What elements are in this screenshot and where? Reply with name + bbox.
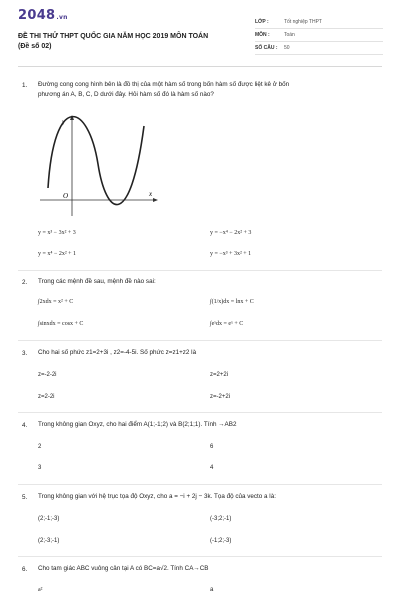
exam-title-line1: ĐỀ THI THỬ THPT QUỐC GIA NĂM HỌC 2019 MÔN TOÁN	[18, 33, 209, 40]
logo-main: 2048	[18, 8, 56, 23]
question-number: 6.	[22, 566, 28, 573]
option-a[interactable]: (2;-1;-3)	[38, 516, 60, 522]
question-separator	[18, 484, 382, 485]
option-d[interactable]: z=-2+2i	[210, 394, 231, 400]
question-text: Trong không gian Oxyz, cho hai điểm A(1;-1;2) và B(2;1;1). Tính →AB2	[38, 421, 237, 428]
question-number: 2.	[22, 279, 28, 286]
option-b[interactable]: a	[210, 587, 214, 593]
question-number: 4.	[22, 422, 28, 429]
header-divider	[18, 66, 382, 67]
site-logo[interactable]	[18, 8, 68, 23]
meta-value: Toán	[284, 32, 295, 38]
option-b[interactable]: ∫(1/x)dx = lnx + C	[210, 299, 254, 305]
x-axis-arrow	[153, 198, 158, 202]
question-text: Trong không gian với hệ trục tọa độ Oxyz, cho a = −i + 2j − 3k. Tọa độ của vecto a là:	[38, 493, 276, 500]
origin-label: O	[63, 192, 69, 200]
option-b[interactable]: (-3;2;-1)	[210, 516, 232, 522]
meta-row-class	[255, 16, 383, 29]
meta-row-count	[255, 42, 383, 55]
question-separator	[18, 556, 382, 557]
question-text-line: Đường cong cong hình bên là đồ thị của một hàm số trong bốn hàm số được liệt kê ở bốn	[38, 81, 290, 88]
option-b[interactable]: y = −x⁴ − 2x² + 3	[210, 230, 252, 236]
logo-domain: .vn	[56, 14, 68, 21]
y-axis-label: y	[62, 118, 66, 126]
option-c[interactable]: y = x⁴ − 2x² + 1	[38, 251, 77, 257]
exam-title	[18, 32, 208, 52]
exam-title-line2: (Đề số 02)	[18, 43, 52, 50]
option-b[interactable]: z=2+2i	[210, 372, 229, 378]
option-c[interactable]: z=2-2i	[38, 394, 55, 400]
option-a[interactable]: z=-2-2i	[38, 372, 57, 378]
meta-key: MÔN :	[255, 32, 270, 38]
option-a[interactable]: y = x³ − 3x² + 3	[38, 230, 76, 236]
question-text	[38, 80, 289, 100]
option-a[interactable]: 2	[38, 444, 42, 450]
option-d[interactable]: ∫eˣdx = eˣ + C	[210, 321, 244, 327]
x-axis-label: x	[149, 190, 153, 198]
option-d[interactable]: (-1;2;-3)	[210, 538, 232, 544]
option-b[interactable]: 6	[210, 444, 214, 450]
question-separator	[18, 412, 382, 413]
exam-meta	[255, 16, 383, 55]
option-c[interactable]: ∫sinxdx = cosx + C	[38, 321, 84, 327]
question-number: 5.	[22, 494, 28, 501]
option-c[interactable]: (2;-3;-1)	[38, 538, 60, 544]
question-separator	[18, 340, 382, 341]
question-text: Cho hai số phức z1=2+3i , z2=-4-5i. Số phức z=z1+z2 là	[38, 349, 197, 356]
meta-value: 50	[284, 45, 290, 51]
meta-key: LỚP :	[255, 19, 269, 25]
option-d[interactable]: y = −x³ + 3x² + 1	[210, 251, 252, 257]
question-separator	[18, 270, 382, 271]
meta-key: SỐ CÂU :	[255, 45, 278, 51]
question-text: Cho tam giác ABC vuông cân tại A có BC=a√2. Tính CA→CB	[38, 565, 209, 572]
function-graph	[40, 112, 160, 218]
option-d[interactable]: 4	[210, 465, 214, 471]
option-a[interactable]: ∫2xdx = x² + C	[38, 299, 74, 305]
question-number: 1.	[22, 82, 28, 89]
question-number: 3.	[22, 350, 28, 357]
question-text-line: phương án A, B, C, D dưới đây. Hỏi hàm số đó là hàm số nào?	[38, 91, 214, 98]
option-a[interactable]: a²	[38, 587, 43, 593]
meta-row-subject	[255, 29, 383, 42]
option-c[interactable]: 3	[38, 465, 42, 471]
question-text: Trong các mệnh đề sau, mệnh đề nào sai:	[38, 278, 156, 285]
meta-value: Tốt nghiệp THPT	[284, 19, 322, 25]
